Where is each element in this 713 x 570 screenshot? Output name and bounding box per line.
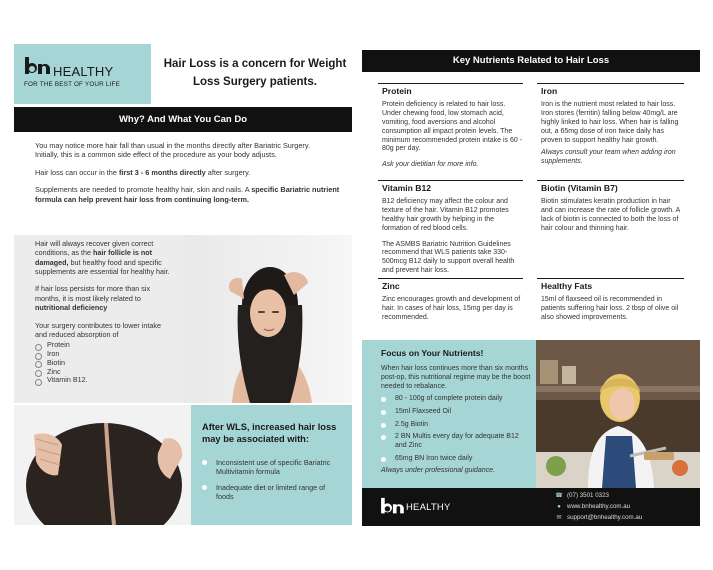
iron-section [537, 83, 684, 174]
biotin-title: Biotin (Vitamin B7) [537, 180, 684, 195]
b12-section [378, 180, 523, 283]
fats-title: Healthy Fats [537, 278, 684, 293]
list-item: 2 BN Multis every day for adequate B12 and Zinc [381, 433, 531, 451]
wls-list [202, 458, 342, 507]
recovery-p2-pre: If hair loss persists for more than six months, it is most likely related to [35, 284, 151, 303]
focus-title: Focus on Your Nutrients! [381, 348, 484, 358]
bn-logo-icon [380, 497, 404, 517]
list-item: Vitamin B12. [35, 376, 173, 385]
zinc-text: Zinc encourages growth and development of hair. In cases of hair loss, 15mg per day is recommended. [382, 296, 521, 321]
list-item: 15ml Flaxseed Oil [381, 408, 531, 417]
zinc-body [378, 296, 523, 323]
bn-logo-icon [24, 56, 50, 78]
logo-tagline: FOR THE BEST OF YOUR LIFE [24, 81, 120, 88]
recovery-paragraph-3: Your surgery contributes to lower intake and reduced absorption of [35, 320, 161, 339]
protein-body [378, 101, 523, 170]
list-item: Zinc [35, 368, 173, 377]
wls-title: After WLS, increased hair loss may be associated with: [202, 422, 337, 445]
b12-text-2: The ASMBS Bariatric Nutrition Guidelines recommend that WLS patients take 330-500mcg B12 daily to support overall health and prevent hair loss. [382, 240, 515, 275]
footer [362, 488, 700, 526]
zinc-section [378, 278, 523, 330]
focus-note: Always under professional guidance. [381, 467, 496, 474]
intro-line-1: You may notice more hair fall than usual in the months directly after Bariatric Surgery. [35, 141, 310, 150]
contact-website[interactable] [555, 503, 630, 512]
brand-logo-box [14, 44, 151, 104]
footer-logo-word: HEALTHY [406, 502, 451, 513]
protein-section [378, 83, 523, 177]
intro-line-2: Initially, this is a common side effect of the procedure as your body adjusts. [35, 150, 277, 160]
fats-section [537, 278, 684, 330]
protein-title: Protein [378, 83, 523, 98]
globe-icon: ● [557, 504, 561, 510]
intro-p3-pre: Supplements are needed to promote healthy hair, skin and nails. A [35, 185, 252, 195]
recovery-p1-bold: hair follicle is not damaged, [35, 248, 153, 267]
list-item: 2.5g Biotin [381, 421, 531, 430]
recovery-paragraph-1 [35, 239, 173, 276]
email-text: support@bnhealthy.com.au [567, 514, 643, 521]
contact-phone[interactable] [555, 492, 609, 501]
protein-text: Protein deficiency is related to hair loss. Under chewing food, low stomach acid, vomiting, food aversions and alcohol consumption all impact protein levels. The minimum recommended protein intake is 60 - 80g per day. [382, 101, 523, 153]
iron-text: Iron is the nutrient most related to hair loss. Iron stores (ferritin) falling below 40mg/L are highly linked to hair loss. When hair is falling out, a 65mg dose of iron twice daily has proven to support healthy hair growth. [541, 101, 679, 144]
intro-p2-post: after surgery. [205, 167, 251, 177]
iron-title: Iron [537, 83, 684, 98]
page-title: Hair Loss is a concern for Weight Loss Surgery patients. [163, 58, 347, 88]
b12-body [378, 198, 523, 276]
recovery-p2-bold: nutritional deficiency [35, 303, 108, 313]
intro-p3-bold: specific Bariatric nutrient formula can help prevent hair loss from continuing long-term. [35, 185, 340, 204]
list-item: 65mg BN Iron twice daily [381, 455, 531, 464]
recovery-p1-post: but healthy food and specific supplements are essential for healthy hair. [35, 257, 170, 277]
email-icon: ✉ [556, 515, 562, 521]
iron-note: Always consult your team when adding iron supplements. [541, 149, 676, 166]
list-item: Protein [35, 341, 173, 350]
focus-intro: When hair loss continues more than six months post-op, this nutritional regime may be the boost needed to rebalance. [381, 365, 531, 390]
list-item: Biotin [35, 359, 173, 368]
intro-text [35, 141, 342, 212]
b12-text-1: B12 deficiency may affect the colour and texture of the hair. Vitamin B12 promotes healthy hair growth by helping in the formation of red blood cells. [382, 198, 509, 232]
zinc-title: Zinc [378, 278, 523, 293]
list-item: Inconsistent use of specific Bariatric Multivitamin formula [202, 458, 342, 477]
intro-p2-bold: first 3 - 6 months directly [118, 167, 206, 177]
biotin-section [537, 180, 684, 241]
website-text: www.bnhealthy.com.au [567, 503, 631, 510]
nutrient-list [35, 341, 173, 385]
intro-p2-pre: Hair loss can occur in the [35, 167, 119, 177]
phone-text: (07) 3501 0323 [567, 492, 609, 499]
scalp-parting-photo [14, 405, 191, 525]
protein-note: Ask your dietitian for more info. [382, 161, 479, 169]
biotin-body [537, 198, 684, 234]
focus-list [381, 395, 531, 468]
logo-word: HEALTHY [53, 64, 114, 79]
woman-cooking-photo [536, 340, 700, 488]
recovery-p1-pre: Hair will always recover given correct conditions, as the [35, 239, 154, 258]
why-section-header: Why? And What You Can Do [14, 107, 352, 132]
list-item: 80 - 100g of complete protein daily [381, 395, 531, 404]
contact-email[interactable] [555, 514, 642, 523]
list-item: Iron [35, 350, 173, 359]
fats-text: 15ml of flaxseed oil is recommended in patients suffering hair loss. 2 tbsp of olive oil also showed improvements. [541, 296, 679, 321]
iron-body [537, 101, 684, 167]
intro-paragraph-3 [35, 185, 342, 204]
intro-paragraph-1 [35, 141, 342, 160]
woman-hair-photo [184, 235, 352, 403]
key-nutrients-header: Key Nutrients Related to Hair Loss [362, 50, 700, 72]
recovery-paragraph-2 [35, 284, 173, 312]
intro-paragraph-2 [35, 168, 342, 177]
b12-title: Vitamin B12 [378, 180, 523, 195]
biotin-text: Biotin stimulates keratin production in hair and can increase the rate of follicle growth. A lack of biotin is connected to both the loss of hair colour and thinning hair. [541, 198, 680, 232]
phone-icon: ☎ [555, 493, 563, 499]
recovery-text [35, 239, 173, 385]
fats-body [537, 296, 684, 323]
list-item: Inadequate diet or limited range of foods [202, 483, 342, 502]
